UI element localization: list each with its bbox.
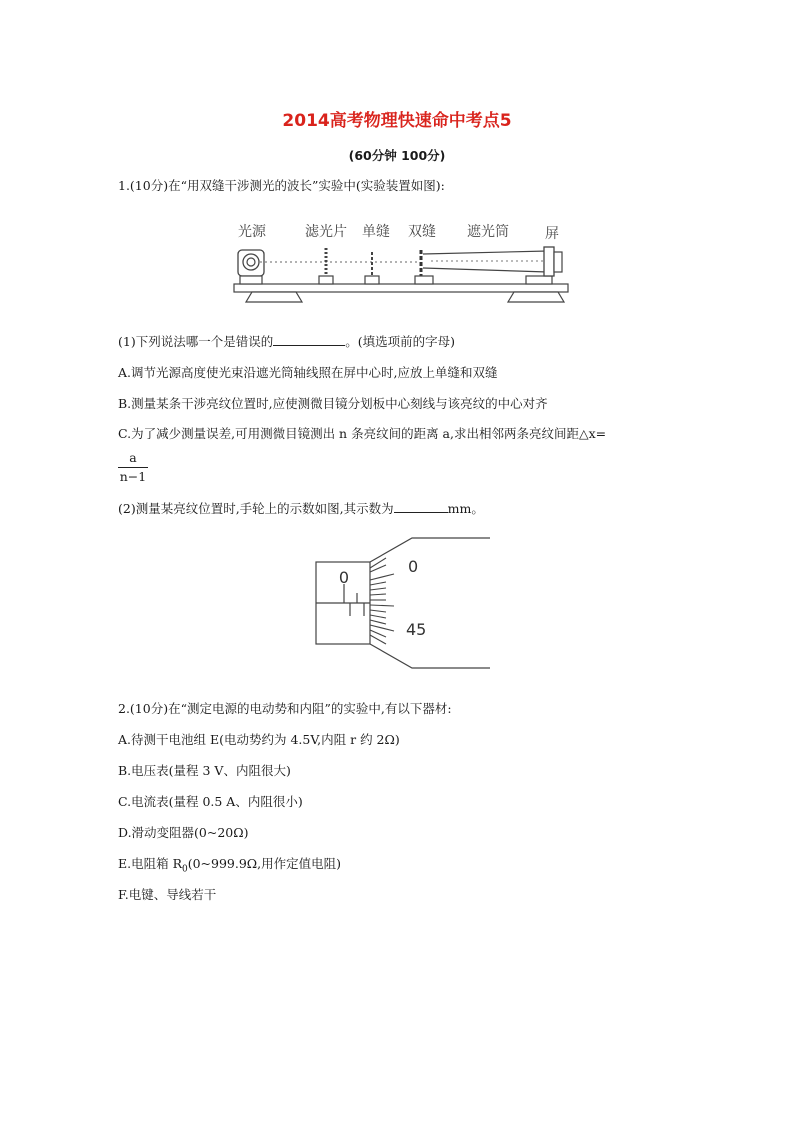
subscript-zero: 0 [181, 864, 188, 875]
fraction-numerator: a [129, 450, 137, 465]
q2-option-d: D.滑动变阻器(0~20Ω) [118, 825, 249, 840]
q2-option-b: B.电压表(量程 3 V、内阻很大) [118, 763, 291, 778]
answer-blank-1[interactable] [273, 333, 345, 346]
page-subtitle: (60分钟 100分) [348, 148, 446, 163]
page-title: 2014高考物理快速命中考点5 [282, 111, 512, 131]
bench-foot-right [508, 292, 564, 302]
label-filter: 滤光片 [305, 224, 347, 240]
double-slit-holder [415, 250, 433, 284]
micrometer-reading-figure [312, 534, 492, 672]
thimble-zero-label: 0 [408, 557, 419, 576]
label-screen: 屏 [545, 226, 559, 242]
label-tube: 遮光筒 [467, 224, 509, 240]
label-single-slit: 单缝 [362, 224, 390, 240]
light-source-lamp [238, 250, 264, 284]
sleeve-zero-label: 0 [338, 568, 350, 587]
optical-bench [234, 284, 568, 292]
q2-option-e: E.电阻箱 $R_0(0\sim 999.9\Omega$,用作定值电阻) [118, 856, 342, 875]
q1-option-a: A.调节光源高度使光束沿遮光筒轴线照在屏中心时,应放上单缝和双缝 [118, 365, 498, 380]
bench-foot-left [246, 292, 302, 302]
screen-eyepiece [544, 247, 562, 276]
filter-holder [319, 248, 333, 284]
thimble-scale-ticks [370, 558, 394, 644]
label-light-source: 光源 [238, 224, 266, 240]
q1-part2: (2)测量某亮纹位置时,手轮上的示数如图,其示数为 mm。 [118, 501, 484, 516]
q1-option-b: B.测量某条干涉亮纹位置时,应使测微目镜分划板中心刻线与该亮纹的中心对齐 [118, 396, 548, 411]
q2-option-f: F.电键、导线若干 [118, 887, 217, 902]
shading-tube [423, 251, 552, 284]
q2-option-c: C.电流表(量程 0.5 A、内阻很小) [118, 794, 303, 809]
double-slit-apparatus-figure [226, 216, 572, 308]
q1-option-c: C.为了减少测量误差,可用测微目镜测出 n 条亮纹间的距离 a,求出相邻两条亮纹间距△x= [118, 426, 607, 441]
thimble-45-label: 45 [406, 620, 427, 639]
fraction-a-over-n-minus-1 [118, 450, 148, 485]
q2-option-a: A.待测干电池组 E(电动势约为 4.5V,内阻 r 约 2Ω) [118, 732, 400, 747]
q2-stem: 2.(10分)在“测定电源的电动势和内阻”的实验中,有以下器材: [118, 701, 452, 716]
micrometer-thimble [370, 538, 490, 668]
fraction-denominator: n−1 [119, 469, 147, 484]
label-double-slit: 双缝 [408, 224, 436, 240]
q1-stem: 1.(10分)在“用双缝干涉测光的波长”实验中(实验装置如图): [118, 178, 445, 193]
answer-blank-2[interactable] [394, 500, 448, 513]
q1-part1: (1)下列说法哪一个是错误的 。(填选项前的字母) [118, 334, 455, 349]
single-slit-holder [365, 252, 379, 284]
